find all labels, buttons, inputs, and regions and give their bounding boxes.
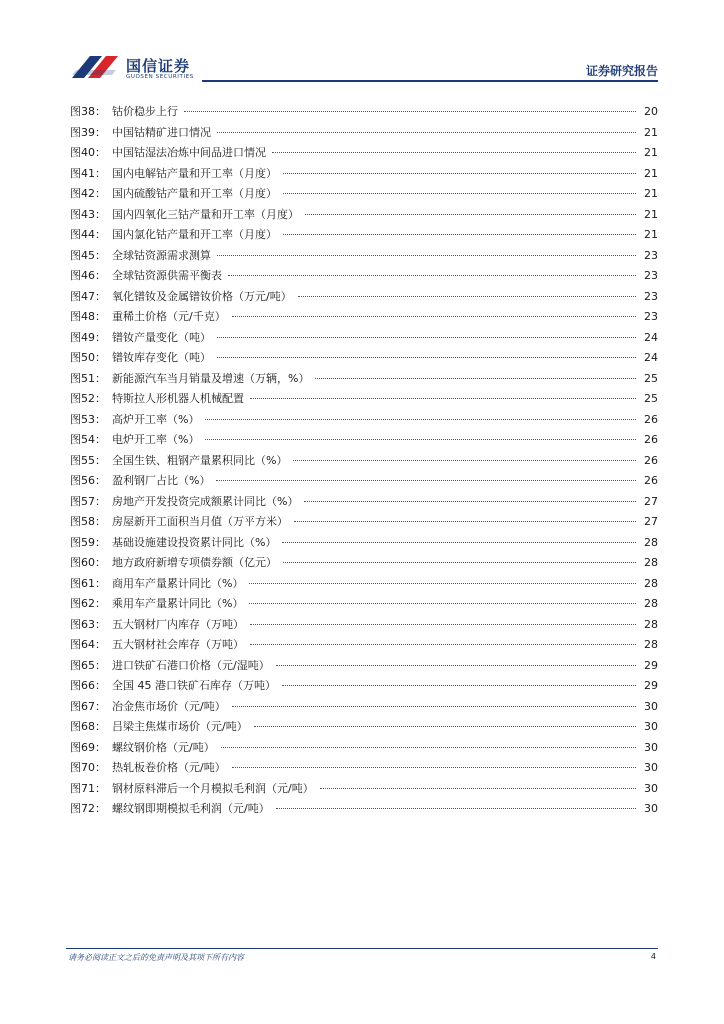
toc-leader-dots — [217, 255, 636, 256]
toc-figure-title: 重稀土价格（元/千克） — [112, 310, 226, 323]
toc-figure-title: 中国钴湿法冶炼中间品进口情况 — [112, 146, 266, 159]
logo-mark-icon — [72, 52, 122, 80]
toc-entry[interactable] — [70, 329, 658, 350]
toc-entry[interactable] — [70, 308, 658, 329]
toc-page-number: 26 — [644, 474, 658, 487]
toc-figure-label: 图67： — [70, 699, 106, 713]
toc-figure-title: 五大钢材厂内库存（万吨） — [112, 617, 244, 631]
toc-leader-dots — [184, 111, 636, 112]
company-logo — [72, 52, 222, 84]
toc-figure-title: 地方政府新增专项债券额（亿元） — [112, 556, 277, 569]
toc-figure-title: 电炉开工率（%） — [112, 433, 200, 446]
toc-page-number: 28 — [644, 638, 658, 651]
toc-leader-dots — [293, 460, 636, 461]
toc-leader-dots — [283, 562, 636, 563]
toc-page-number: 30 — [644, 802, 658, 815]
toc-figure-title: 中国钴精矿进口情况 — [112, 125, 211, 139]
toc-figure-label: 图72： — [70, 802, 106, 815]
toc-figure-title: 全球钴资源供需平衡表 — [112, 269, 222, 282]
toc-entry[interactable] — [70, 718, 658, 739]
toc-leader-dots — [298, 296, 636, 297]
toc-figure-label: 图50： — [70, 351, 106, 364]
toc-figure-title: 房屋新开工面积当月值（万平方米） — [112, 515, 288, 528]
toc-entry[interactable] — [70, 247, 658, 268]
toc-page-number: 21 — [644, 228, 658, 241]
toc-page-number: 29 — [644, 679, 658, 692]
toc-figure-title: 钴价稳步上行 — [112, 105, 178, 118]
toc-entry[interactable] — [70, 657, 658, 678]
toc-entry[interactable] — [70, 411, 658, 432]
toc-figure-title: 乘用车产量累计同比（%） — [112, 597, 244, 610]
toc-figure-label: 图59： — [70, 535, 106, 549]
toc-entry[interactable] — [70, 636, 658, 657]
toc-entry[interactable] — [70, 226, 658, 247]
toc-figure-label: 图70： — [70, 761, 106, 774]
toc-figure-label: 图61： — [70, 576, 106, 590]
toc-entry[interactable] — [70, 370, 658, 391]
toc-figure-title: 进口铁矿石港口价格（元/湿吨） — [112, 658, 270, 672]
toc-leader-dots — [276, 665, 636, 666]
toc-figure-label: 图58： — [70, 515, 106, 528]
toc-leader-dots — [294, 521, 636, 522]
toc-leader-dots — [249, 603, 636, 604]
page-header — [0, 0, 724, 90]
toc-entry[interactable] — [70, 698, 658, 719]
toc-figure-label: 图68： — [70, 720, 106, 733]
toc-leader-dots — [217, 357, 636, 358]
toc-leader-dots — [232, 316, 636, 317]
toc-figure-label: 图62： — [70, 597, 106, 610]
toc-entry[interactable] — [70, 206, 658, 227]
toc-leader-dots — [250, 624, 636, 625]
footer-divider — [66, 948, 658, 949]
toc-entry[interactable] — [70, 739, 658, 760]
toc-figure-title: 盈利钢厂占比（%） — [112, 474, 211, 487]
toc-figure-label: 图64： — [70, 638, 106, 651]
toc-entry[interactable] — [70, 452, 658, 473]
toc-figure-title: 五大钢材社会库存（万吨） — [112, 638, 244, 651]
toc-page-number: 23 — [644, 289, 658, 303]
toc-figure-label: 图44： — [70, 228, 106, 241]
toc-page-number: 21 — [644, 207, 658, 221]
figure-list — [70, 103, 658, 821]
toc-figure-label: 图48： — [70, 310, 106, 323]
toc-leader-dots — [305, 214, 636, 215]
toc-figure-label: 图43： — [70, 207, 106, 221]
toc-entry[interactable] — [70, 185, 658, 206]
toc-figure-label: 图38： — [70, 105, 106, 118]
toc-leader-dots — [232, 706, 636, 707]
toc-figure-label: 图51： — [70, 371, 106, 385]
toc-page-number: 26 — [644, 433, 658, 446]
toc-figure-title: 钢材原料滞后一个月模拟毛利润（元/吨） — [112, 781, 314, 795]
toc-figure-label: 图46： — [70, 269, 106, 282]
toc-leader-dots — [254, 726, 636, 727]
toc-figure-title: 商用车产量累计同比（%） — [112, 576, 244, 590]
toc-page-number: 24 — [644, 330, 658, 344]
toc-figure-label: 图69： — [70, 740, 106, 754]
page-number: 4 — [650, 952, 656, 961]
toc-leader-dots — [205, 439, 636, 440]
toc-page-number: 28 — [644, 597, 658, 610]
toc-page-number: 28 — [644, 617, 658, 631]
toc-figure-title: 特斯拉人形机器人机械配置 — [112, 392, 244, 405]
toc-figure-label: 图42： — [70, 187, 106, 200]
toc-leader-dots — [250, 398, 636, 399]
toc-page-number: 23 — [644, 310, 658, 323]
toc-figure-title: 全国 45 港口铁矿石库存（万吨） — [112, 679, 276, 692]
toc-figure-label: 图57： — [70, 494, 106, 508]
toc-page-number: 29 — [644, 658, 658, 672]
toc-page-number: 30 — [644, 761, 658, 774]
toc-leader-dots — [282, 685, 636, 686]
toc-entry[interactable] — [70, 677, 658, 698]
toc-figure-label: 图56： — [70, 474, 106, 487]
toc-figure-title: 国内电解钴产量和开工率（月度） — [112, 166, 277, 180]
toc-entry[interactable] — [70, 390, 658, 411]
toc-figure-label: 图54： — [70, 433, 106, 446]
toc-figure-title: 全球钴资源需求测算 — [112, 248, 211, 262]
toc-leader-dots — [249, 583, 636, 584]
toc-leader-dots — [217, 132, 636, 133]
report-type-label: 证券研究报告 — [585, 64, 658, 78]
toc-leader-dots — [250, 644, 636, 645]
toc-figure-title: 镨钕产量变化（吨） — [112, 330, 211, 344]
toc-entry[interactable] — [70, 780, 658, 801]
toc-leader-dots — [272, 152, 636, 153]
toc-page-number: 30 — [644, 720, 658, 733]
toc-page-number: 26 — [644, 412, 658, 426]
toc-leader-dots — [276, 808, 636, 809]
toc-entry[interactable] — [70, 472, 658, 493]
toc-figure-title: 高炉开工率（%） — [112, 412, 200, 426]
toc-leader-dots — [315, 378, 636, 379]
toc-figure-label: 图47： — [70, 289, 106, 303]
logo-chinese-text: 国信证券 — [126, 57, 191, 75]
toc-entry[interactable] — [70, 554, 658, 575]
toc-figure-title: 国内硫酸钴产量和开工率（月度） — [112, 187, 277, 200]
toc-page-number: 30 — [644, 781, 658, 795]
header-divider — [202, 80, 658, 82]
toc-leader-dots — [232, 767, 636, 768]
toc-figure-title: 镨钕库存变化（吨） — [112, 351, 211, 364]
toc-entry[interactable] — [70, 575, 658, 596]
toc-entry[interactable] — [70, 800, 658, 821]
toc-page-number: 25 — [644, 371, 658, 385]
toc-page-number: 25 — [644, 392, 658, 405]
toc-figure-label: 图41： — [70, 166, 106, 180]
toc-leader-dots — [205, 419, 636, 420]
toc-page-number: 28 — [644, 556, 658, 569]
toc-entry[interactable] — [70, 124, 658, 145]
toc-entry[interactable] — [70, 513, 658, 534]
toc-page-number: 30 — [644, 699, 658, 713]
toc-leader-dots — [283, 173, 636, 174]
toc-entry[interactable] — [70, 349, 658, 370]
toc-leader-dots — [320, 788, 636, 789]
toc-figure-title: 热轧板卷价格（元/吨） — [112, 761, 226, 774]
toc-figure-label: 图49： — [70, 330, 106, 344]
toc-figure-title: 冶金焦市场价（元/吨） — [112, 699, 226, 713]
toc-figure-label: 图52： — [70, 392, 106, 405]
toc-figure-title: 房地产开发投资完成额累计同比（%） — [112, 494, 299, 508]
toc-entry[interactable] — [70, 103, 658, 124]
toc-entry[interactable] — [70, 759, 658, 780]
toc-figure-title: 新能源汽车当月销量及增速（万辆，%） — [112, 371, 310, 385]
toc-entry[interactable] — [70, 493, 658, 514]
toc-figure-label: 图63： — [70, 617, 106, 631]
toc-page-number: 21 — [644, 166, 658, 180]
toc-figure-label: 图53： — [70, 412, 106, 426]
toc-page-number: 24 — [644, 351, 658, 364]
toc-page-number: 20 — [644, 105, 658, 118]
toc-leader-dots — [283, 193, 636, 194]
toc-figure-label: 图40： — [70, 146, 106, 159]
toc-page-number: 21 — [644, 146, 658, 159]
toc-entry[interactable] — [70, 616, 658, 637]
toc-leader-dots — [217, 337, 636, 338]
toc-page-number: 26 — [644, 453, 658, 467]
disclaimer-text: 请务必阅读正文之后的免责声明及其项下所有内容 — [68, 953, 244, 962]
toc-figure-title: 吕梁主焦煤市场价（元/吨） — [112, 720, 248, 733]
toc-entry[interactable] — [70, 431, 658, 452]
toc-page-number: 27 — [644, 515, 658, 528]
toc-entry[interactable] — [70, 267, 658, 288]
toc-leader-dots — [304, 501, 636, 502]
toc-page-number: 23 — [644, 248, 658, 262]
toc-figure-title: 氧化镨钕及金属镨钕价格（万元/吨） — [112, 289, 292, 303]
toc-leader-dots — [216, 480, 636, 481]
toc-page-number: 21 — [644, 125, 658, 139]
toc-page-number: 30 — [644, 740, 658, 754]
toc-figure-label: 图45： — [70, 248, 106, 262]
toc-leader-dots — [282, 542, 636, 543]
toc-figure-title: 螺纹钢即期模拟毛利润（元/吨） — [112, 802, 270, 815]
toc-figure-title: 国内氯化钴产量和开工率（月度） — [112, 228, 277, 241]
toc-entry[interactable] — [70, 595, 658, 616]
toc-page-number: 27 — [644, 494, 658, 508]
toc-page-number: 28 — [644, 576, 658, 590]
toc-figure-label: 图60： — [70, 556, 106, 569]
toc-page-number: 23 — [644, 269, 658, 282]
toc-figure-title: 基础设施建设投资累计同比（%） — [112, 535, 277, 549]
toc-figure-label: 图55： — [70, 453, 106, 467]
toc-leader-dots — [228, 275, 636, 276]
toc-figure-title: 国内四氧化三钴产量和开工率（月度） — [112, 207, 299, 221]
toc-leader-dots — [283, 234, 636, 235]
toc-entry[interactable] — [70, 144, 658, 165]
toc-figure-label: 图39： — [70, 125, 106, 139]
toc-figure-title: 螺纹钢价格（元/吨） — [112, 740, 215, 754]
toc-leader-dots — [221, 747, 636, 748]
toc-entry[interactable] — [70, 165, 658, 186]
logo-english-text: GUOSEN SECURITIES — [126, 74, 194, 80]
toc-page-number: 28 — [644, 535, 658, 549]
toc-figure-label: 图71： — [70, 781, 106, 795]
toc-figure-label: 图66： — [70, 679, 106, 692]
toc-figure-label: 图65： — [70, 658, 106, 672]
toc-entry[interactable] — [70, 288, 658, 309]
toc-figure-title: 全国生铁、粗钢产量累积同比（%） — [112, 453, 288, 467]
toc-entry[interactable] — [70, 534, 658, 555]
toc-page-number: 21 — [644, 187, 658, 200]
